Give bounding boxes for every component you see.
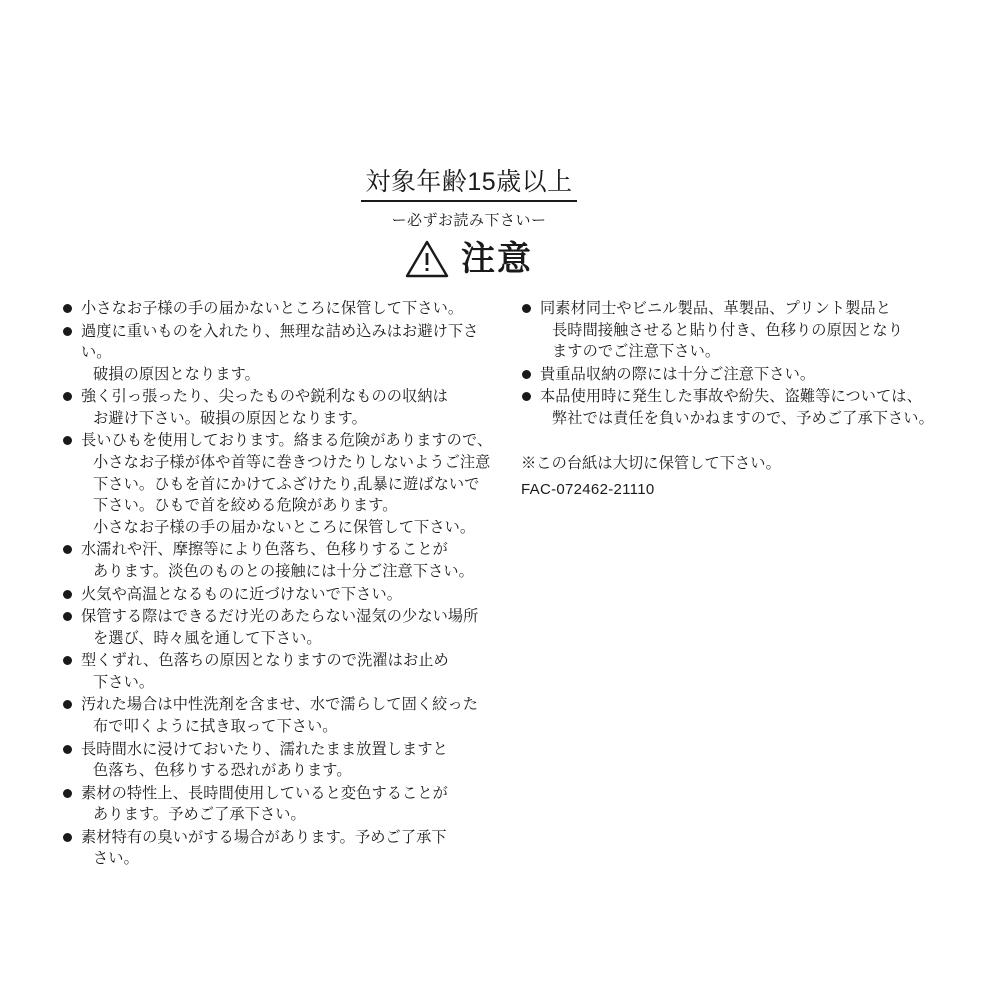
list-item: 長いひもを使用しております。絡まる危険がありますので、 小さなお子様が体や首等に巻きつけたりしないようご注意 下さい。ひもを首にかけてふざけたり,乱暴に遊ばないで 下さい。ひもで首を絞める危険があります。 小さなお子様の手の届かないところに保管して下さい。 (62, 430, 502, 538)
list-item: 素材の特性上、長時間使用していると変色することが あります。予めご了承下さい。 (62, 783, 502, 826)
list-item: 長時間水に浸けておいたり、濡れたまま放置しますと 色落ち、色移りする恐れがあります。 (62, 739, 502, 782)
caution-label: 注意 (461, 239, 533, 278)
product-code: FAC-072462-21110 (521, 481, 655, 499)
list-item: 同素材同士やビニル製品、革製品、プリント製品と 長時間接触させると貼り付き、色移りの原因となり ますのでご注意下さい。 (521, 298, 951, 363)
list-item: 水濡れや汗、摩擦等により色落ち、色移りすることが あります。淡色のものとの接触には十分ご注意下さい。 (62, 539, 502, 582)
read-notice: ー必ずお読み下さいー (391, 211, 547, 229)
header (0, 168, 1000, 279)
list-item: 本品使用時に発生した事故や紛失、盗難等については、 弊社では責任を負いかねますので、予めご了承下さい。 (521, 386, 951, 429)
caution-heading (0, 239, 1000, 279)
list-item: 火気や高温となるものに近づけないで下さい。 (62, 584, 502, 606)
list-item: 保管する際はできるだけ光のあたらない湿気の少ない場所 を選び、時々風を通して下さい。 (62, 606, 502, 649)
warning-triangle-icon (405, 239, 449, 279)
keep-card-note: ※この台紙は大切に保管して下さい。 (521, 455, 781, 473)
right-warning-list (521, 298, 951, 429)
right-column (521, 298, 951, 498)
age-notice: 対象年齢15歳以上 (361, 168, 576, 202)
list-item: 素材特有の臭いがする場合があります。予めご了承下 さい。 (62, 827, 502, 870)
list-item: 小さなお子様の手の届かないところに保管して下さい。 (62, 298, 502, 320)
list-item: 過度に重いものを入れたり、無理な詰め込みはお避け下さい。 破損の原因となります。 (62, 321, 502, 386)
left-warning-list (62, 298, 502, 870)
list-item: 強く引っ張ったり、尖ったものや鋭利なものの収納は お避け下さい。破損の原因となります。 (62, 386, 502, 429)
list-item: 型くずれ、色落ちの原因となりますので洗濯はお止め 下さい。 (62, 650, 502, 693)
list-item: 貴重品収納の際には十分ご注意下さい。 (521, 364, 951, 386)
list-item: 汚れた場合は中性洗剤を含ませ、水で濡らして固く絞った 布で叩くように拭き取って下さい。 (62, 694, 502, 737)
warning-columns (0, 298, 1000, 871)
left-column (62, 298, 502, 871)
